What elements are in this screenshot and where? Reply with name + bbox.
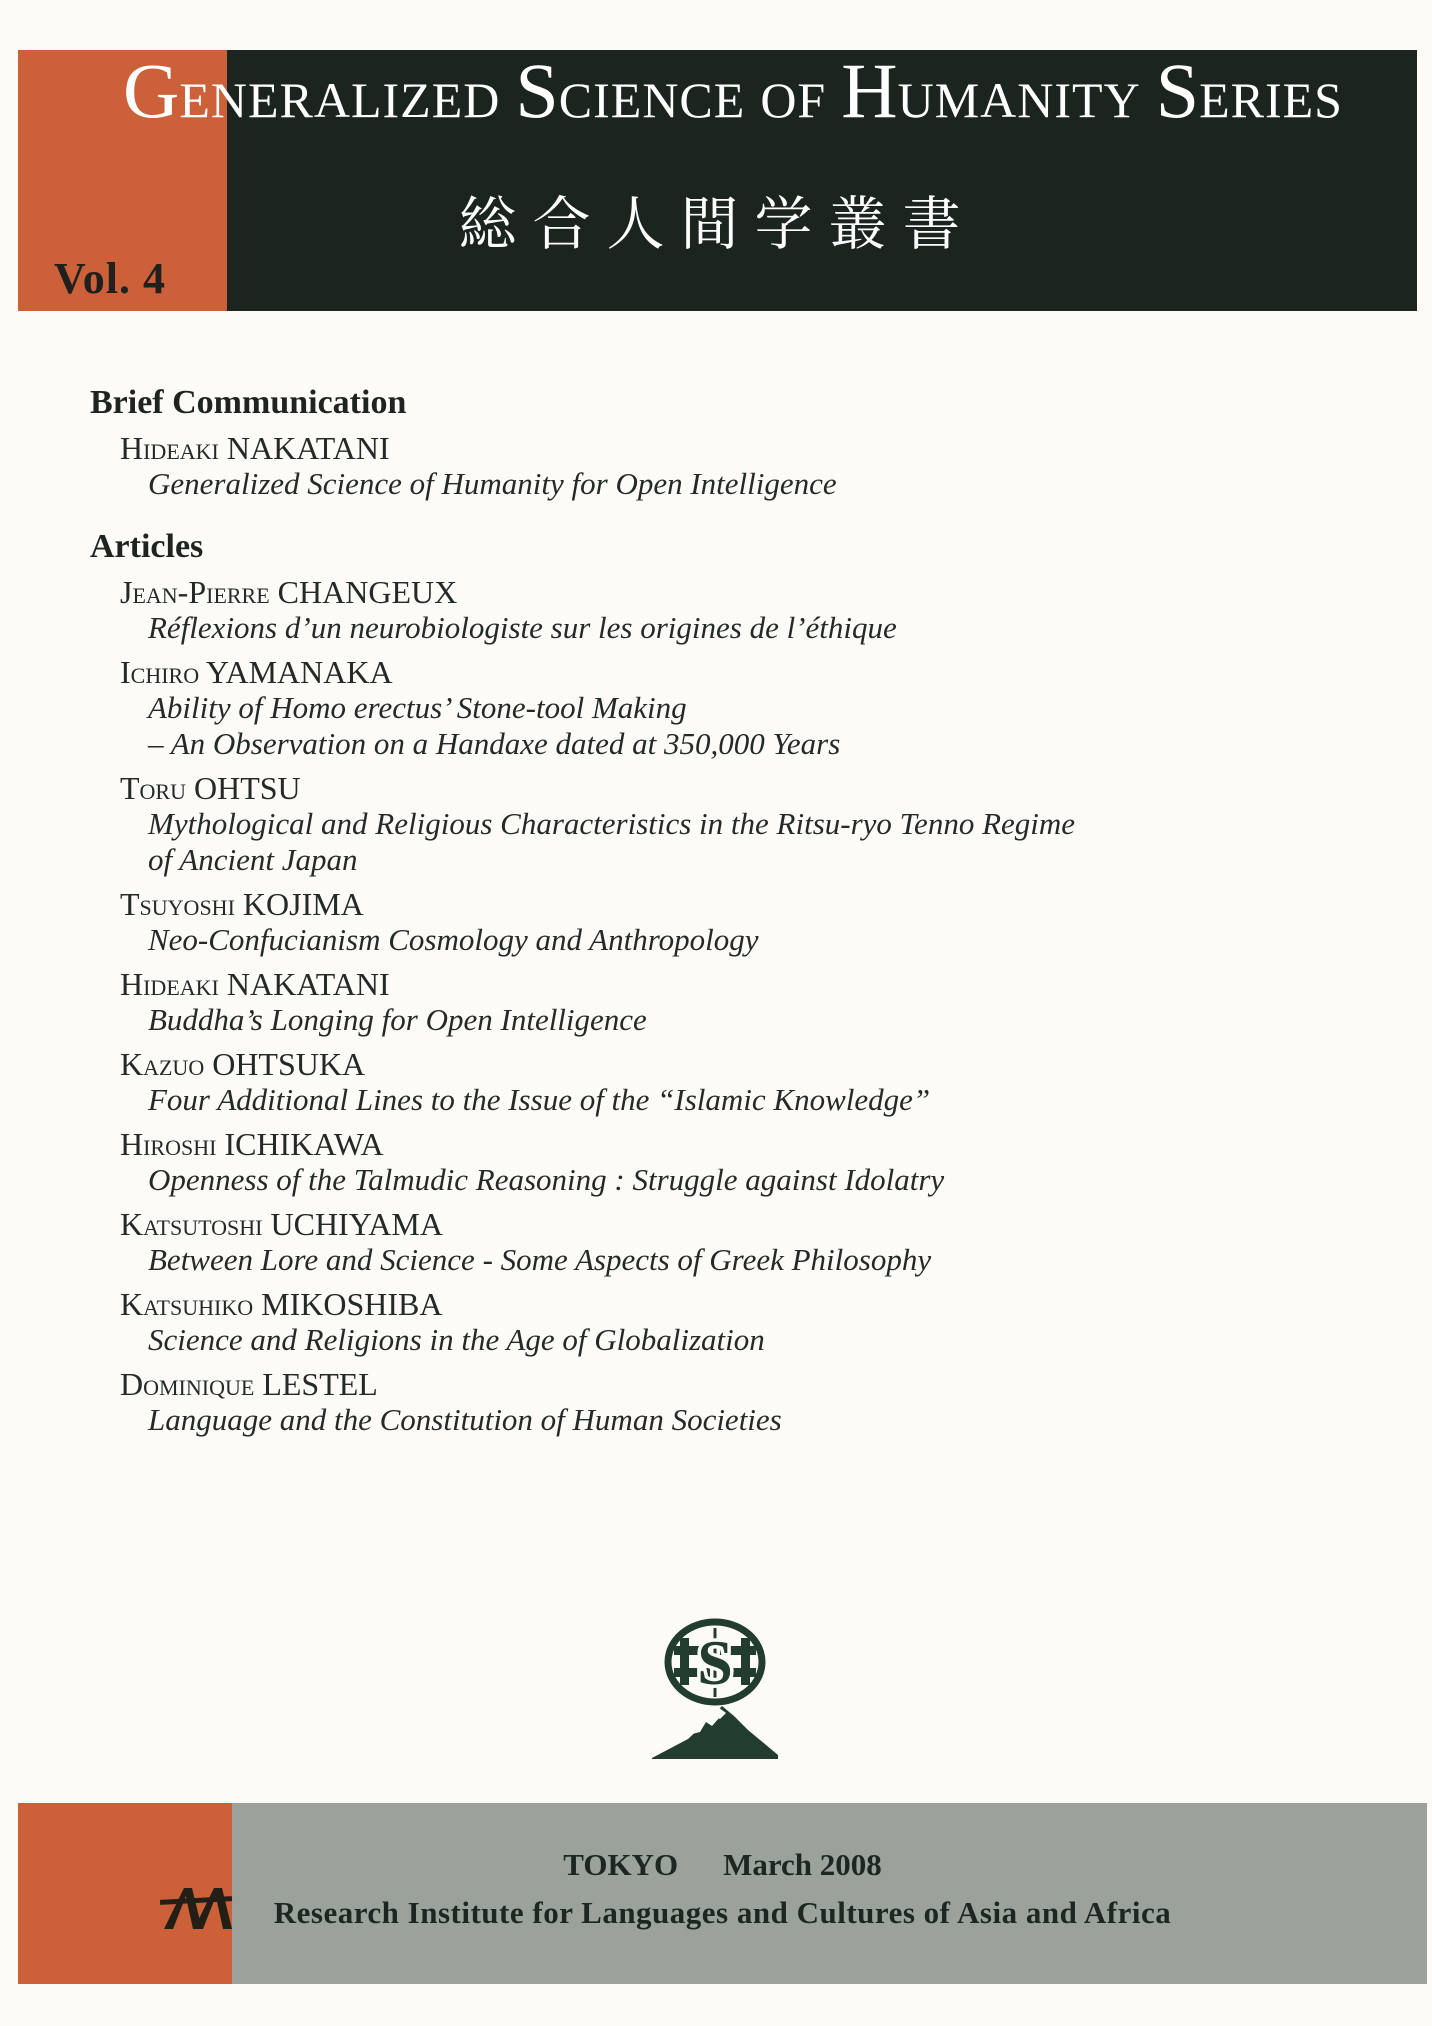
article-title-line: Generalized Science of Humanity for Open Intelligence <box>148 466 837 501</box>
section-heading: Articles <box>90 528 204 565</box>
author-name: Hideaki NAKATANI <box>120 430 390 466</box>
title-word: H UMANITY <box>841 47 1141 134</box>
toc-section <box>90 384 1250 502</box>
article-title-line: Four Additional Lines to the Issue of the “Islamic Knowledge” <box>148 1082 931 1117</box>
article-title-line: of Ancient Japan <box>148 842 358 877</box>
article-title-line: Between Lore and Science - Some Aspects of Greek Philosophy <box>148 1242 932 1277</box>
footer-city: TOKYO <box>563 1847 679 1882</box>
footer-band <box>18 1803 1427 1984</box>
toc-item <box>90 1286 1250 1358</box>
footer-accent-block <box>18 1803 232 1984</box>
title-word: S ERIES <box>1155 47 1343 134</box>
article-title-line: Openness of the Talmudic Reasoning : Struggle against Idolatry <box>148 1162 945 1197</box>
toc-item <box>90 886 1250 958</box>
article-title-line: Ability of Homo erectus’ Stone-tool Making <box>148 690 687 725</box>
toc-item <box>90 574 1250 646</box>
series-title <box>123 47 1358 134</box>
author-name: Hideaki NAKATANI <box>120 966 390 1002</box>
footer-city-date <box>18 1847 1427 1883</box>
volume-label: Vol. 4 <box>54 254 166 303</box>
footer-date: March 2008 <box>723 1847 882 1882</box>
author-name: Ichiro YAMANAKA <box>120 654 393 690</box>
toc-item <box>90 1366 1250 1438</box>
article-title-line: Language and the Constitution of Human Societies <box>148 1402 782 1437</box>
toc-item <box>90 430 1250 502</box>
author-name: Hiroshi ICHIKAWA <box>120 1126 384 1162</box>
author-name: Dominique LESTEL <box>120 1366 378 1402</box>
gsh-emblem <box>648 1618 782 1764</box>
article-title-line: Mythological and Religious Characteristics in the Ritsu-ryo Tenno Regime <box>148 806 1076 841</box>
toc-section <box>90 528 1250 1438</box>
title-word: S CIENCE <box>515 47 746 134</box>
section-heading: Brief Communication <box>90 384 407 421</box>
author-name: Kazuo OHTSUKA <box>120 1046 366 1082</box>
toc <box>90 384 1250 1464</box>
article-title-line: Science and Religions in the Age of Globalization <box>148 1322 765 1357</box>
article-title-line: Réflexions d’un neurobiologiste sur les origines de l’éthique <box>148 610 897 645</box>
toc-item <box>90 654 1250 762</box>
author-name: Katsutoshi UCHIYAMA <box>120 1206 443 1242</box>
footer-institute: Research Institute for Languages and Cultures of Asia and Africa <box>273 1895 1172 1930</box>
article-title-line: – An Observation on a Handaxe dated at 350,000 Years <box>148 726 841 761</box>
toc-item <box>90 1126 1250 1198</box>
toc-item <box>90 966 1250 1038</box>
author-name: Toru OHTSU <box>120 770 301 806</box>
author-name: Jean-Pierre CHANGEUX <box>120 574 458 610</box>
toc-item <box>90 1206 1250 1278</box>
svg-text:S: S <box>697 1627 733 1698</box>
top-banner <box>18 47 1417 311</box>
gsh-monogram-mountain-icon <box>648 1618 782 1764</box>
toc-item <box>90 1046 1250 1118</box>
toc-item <box>90 770 1250 878</box>
article-title-line: Neo-Confucianism Cosmology and Anthropology <box>148 922 759 957</box>
author-name: Tsuyoshi KOJIMA <box>120 886 364 922</box>
author-name: Katsuhiko MIKOSHIBA <box>120 1286 443 1322</box>
series-subtitle-japanese: 総合人間学叢書 <box>458 192 977 257</box>
title-word: G ENERALIZED <box>123 47 501 134</box>
title-word: OF <box>760 72 827 128</box>
article-title-line: Buddha’s Longing for Open Intelligence <box>148 1002 647 1037</box>
